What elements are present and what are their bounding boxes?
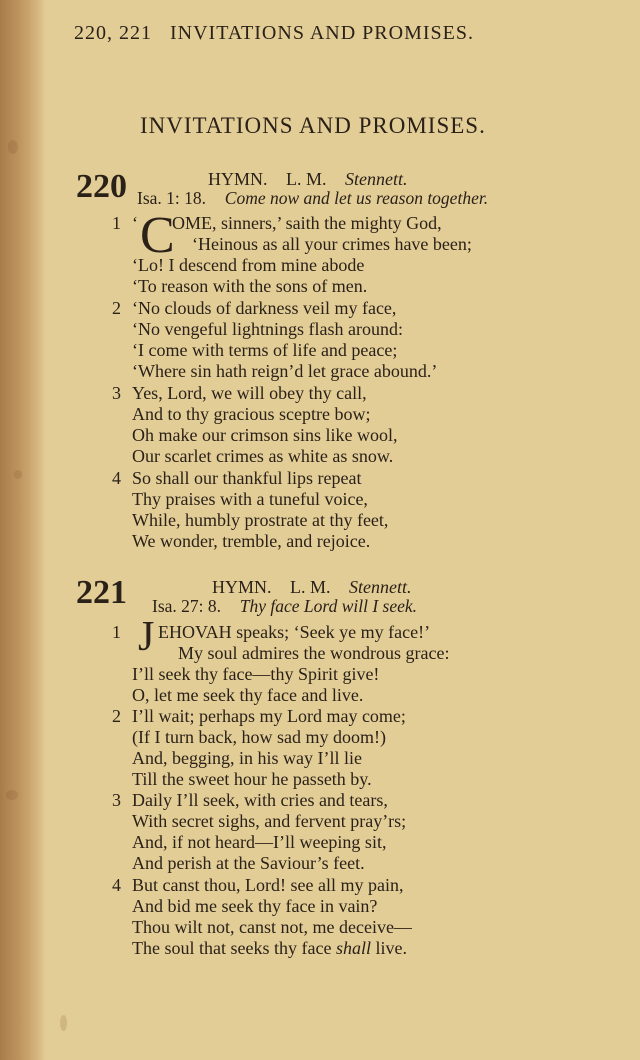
hymn-heading — [212, 576, 412, 598]
verse-line: I’ll wait; perhaps my Lord may come; — [132, 706, 406, 726]
scripture-text: Thy face Lord will I seek. — [239, 596, 418, 616]
hymn-author: Stennett. — [349, 577, 412, 597]
foxing-spot — [8, 140, 18, 154]
section-title: INVITATIONS AND PROMISES. — [140, 113, 486, 138]
stanza-number: 3 — [112, 790, 121, 810]
verse-line: Daily I’ll seek, with cries and tears, — [132, 790, 388, 810]
scripture-reference: Isa. 27: 8. — [152, 596, 222, 616]
verse-line: Till the sweet hour he passeth by. — [132, 769, 372, 789]
verse-line: ‘To reason with the sons of men. — [132, 276, 368, 296]
page-edge-shading — [0, 0, 46, 1060]
foxing-spot — [14, 470, 22, 479]
verse-line: EHOVAH speaks; ‘Seek ye my face!’ — [158, 622, 431, 642]
verse-line: O, let me seek thy face and live. — [132, 685, 364, 705]
hymn-meter: L. M. — [290, 577, 331, 597]
running-head — [74, 22, 474, 45]
verse-fragment: live. — [375, 938, 407, 958]
stanza-number: 4 — [112, 468, 121, 488]
italic-word: shall — [335, 938, 371, 958]
stanza-number: 2 — [112, 298, 121, 318]
verse-line: And, begging, in his way I’ll lie — [132, 748, 362, 768]
verse-line: And, if not heard—I’ll weeping sit, — [132, 832, 387, 852]
drop-cap: J — [138, 614, 155, 660]
verse-line: Yes, Lord, we will obey thy call, — [132, 383, 367, 403]
verse-line: While, humbly prostrate at thy feet, — [132, 510, 389, 530]
stanza-number: 4 — [112, 875, 121, 895]
verse-line: We wonder, tremble, and rejoice. — [132, 531, 371, 551]
verse-line: OME, sinners,’ saith the mighty God, — [172, 213, 442, 233]
drop-cap: C — [140, 207, 175, 264]
verse-line: ‘Heinous as all your crimes have been; — [192, 234, 472, 254]
verse-line: And to thy gracious sceptre bow; — [132, 404, 371, 424]
hymn-heading — [208, 168, 408, 190]
hymn-number: 220 — [76, 168, 127, 205]
scripture-line — [152, 596, 417, 617]
verse-line: But canst thou, Lord! see all my pain, — [132, 875, 404, 895]
hymn-label: HYMN. — [212, 577, 272, 597]
hymn-meter: L. M. — [286, 169, 327, 189]
scripture-reference: Isa. 1: 18. — [137, 188, 207, 208]
verse-line: Oh make our crimson sins like wool, — [132, 425, 398, 445]
verse-line: ‘Where sin hath reign’d let grace abound.’ — [132, 361, 438, 381]
verse-line: And bid me seek thy face in vain? — [132, 896, 378, 916]
foxing-spot — [60, 1015, 67, 1031]
verse-line: And perish at the Saviour’s feet. — [132, 853, 365, 873]
verse-line: So shall our thankful lips repeat — [132, 468, 362, 488]
verse-line: Thy praises with a tuneful voice, — [132, 489, 368, 509]
stanza-number: 1 — [112, 213, 121, 233]
stanza-number: 2 — [112, 706, 121, 726]
verse-line: With secret sighs, and fervent pray’rs; — [132, 811, 407, 831]
verse-line: (If I turn back, how sad my doom!) — [132, 727, 386, 747]
verse-line: ‘No vengeful lightnings flash around: — [132, 319, 403, 339]
verse-line: ‘No clouds of darkness veil my face, — [132, 298, 397, 318]
verse-line: ‘Lo! I descend from mine abode — [132, 255, 365, 275]
opening-quote: ‘ — [132, 213, 138, 233]
stanza-number: 1 — [112, 622, 121, 642]
hymn-author: Stennett. — [345, 169, 408, 189]
verse-line: Our scarlet crimes as white as snow. — [132, 446, 394, 466]
verse-fragment: The soul that seeks thy face — [132, 938, 332, 958]
running-head-title: INVITATIONS AND PROMISES. — [170, 22, 474, 44]
verse-line: ‘I come with terms of life and peace; — [132, 340, 398, 360]
verse-line: I’ll seek thy face—thy Spirit give! — [132, 664, 380, 684]
scripture-text: Come now and let us reason together. — [224, 188, 489, 208]
verse-line: Thou wilt not, canst not, me deceive— — [132, 917, 412, 937]
foxing-spot — [6, 790, 18, 800]
hymn-number: 221 — [76, 574, 127, 611]
verse-line — [132, 938, 407, 959]
hymn-label: HYMN. — [208, 169, 268, 189]
page-numbers: 220, 221 — [74, 22, 152, 44]
stanza-number: 3 — [112, 383, 121, 403]
verse-line: My soul admires the wondrous grace: — [178, 643, 450, 663]
scripture-line — [137, 188, 488, 209]
